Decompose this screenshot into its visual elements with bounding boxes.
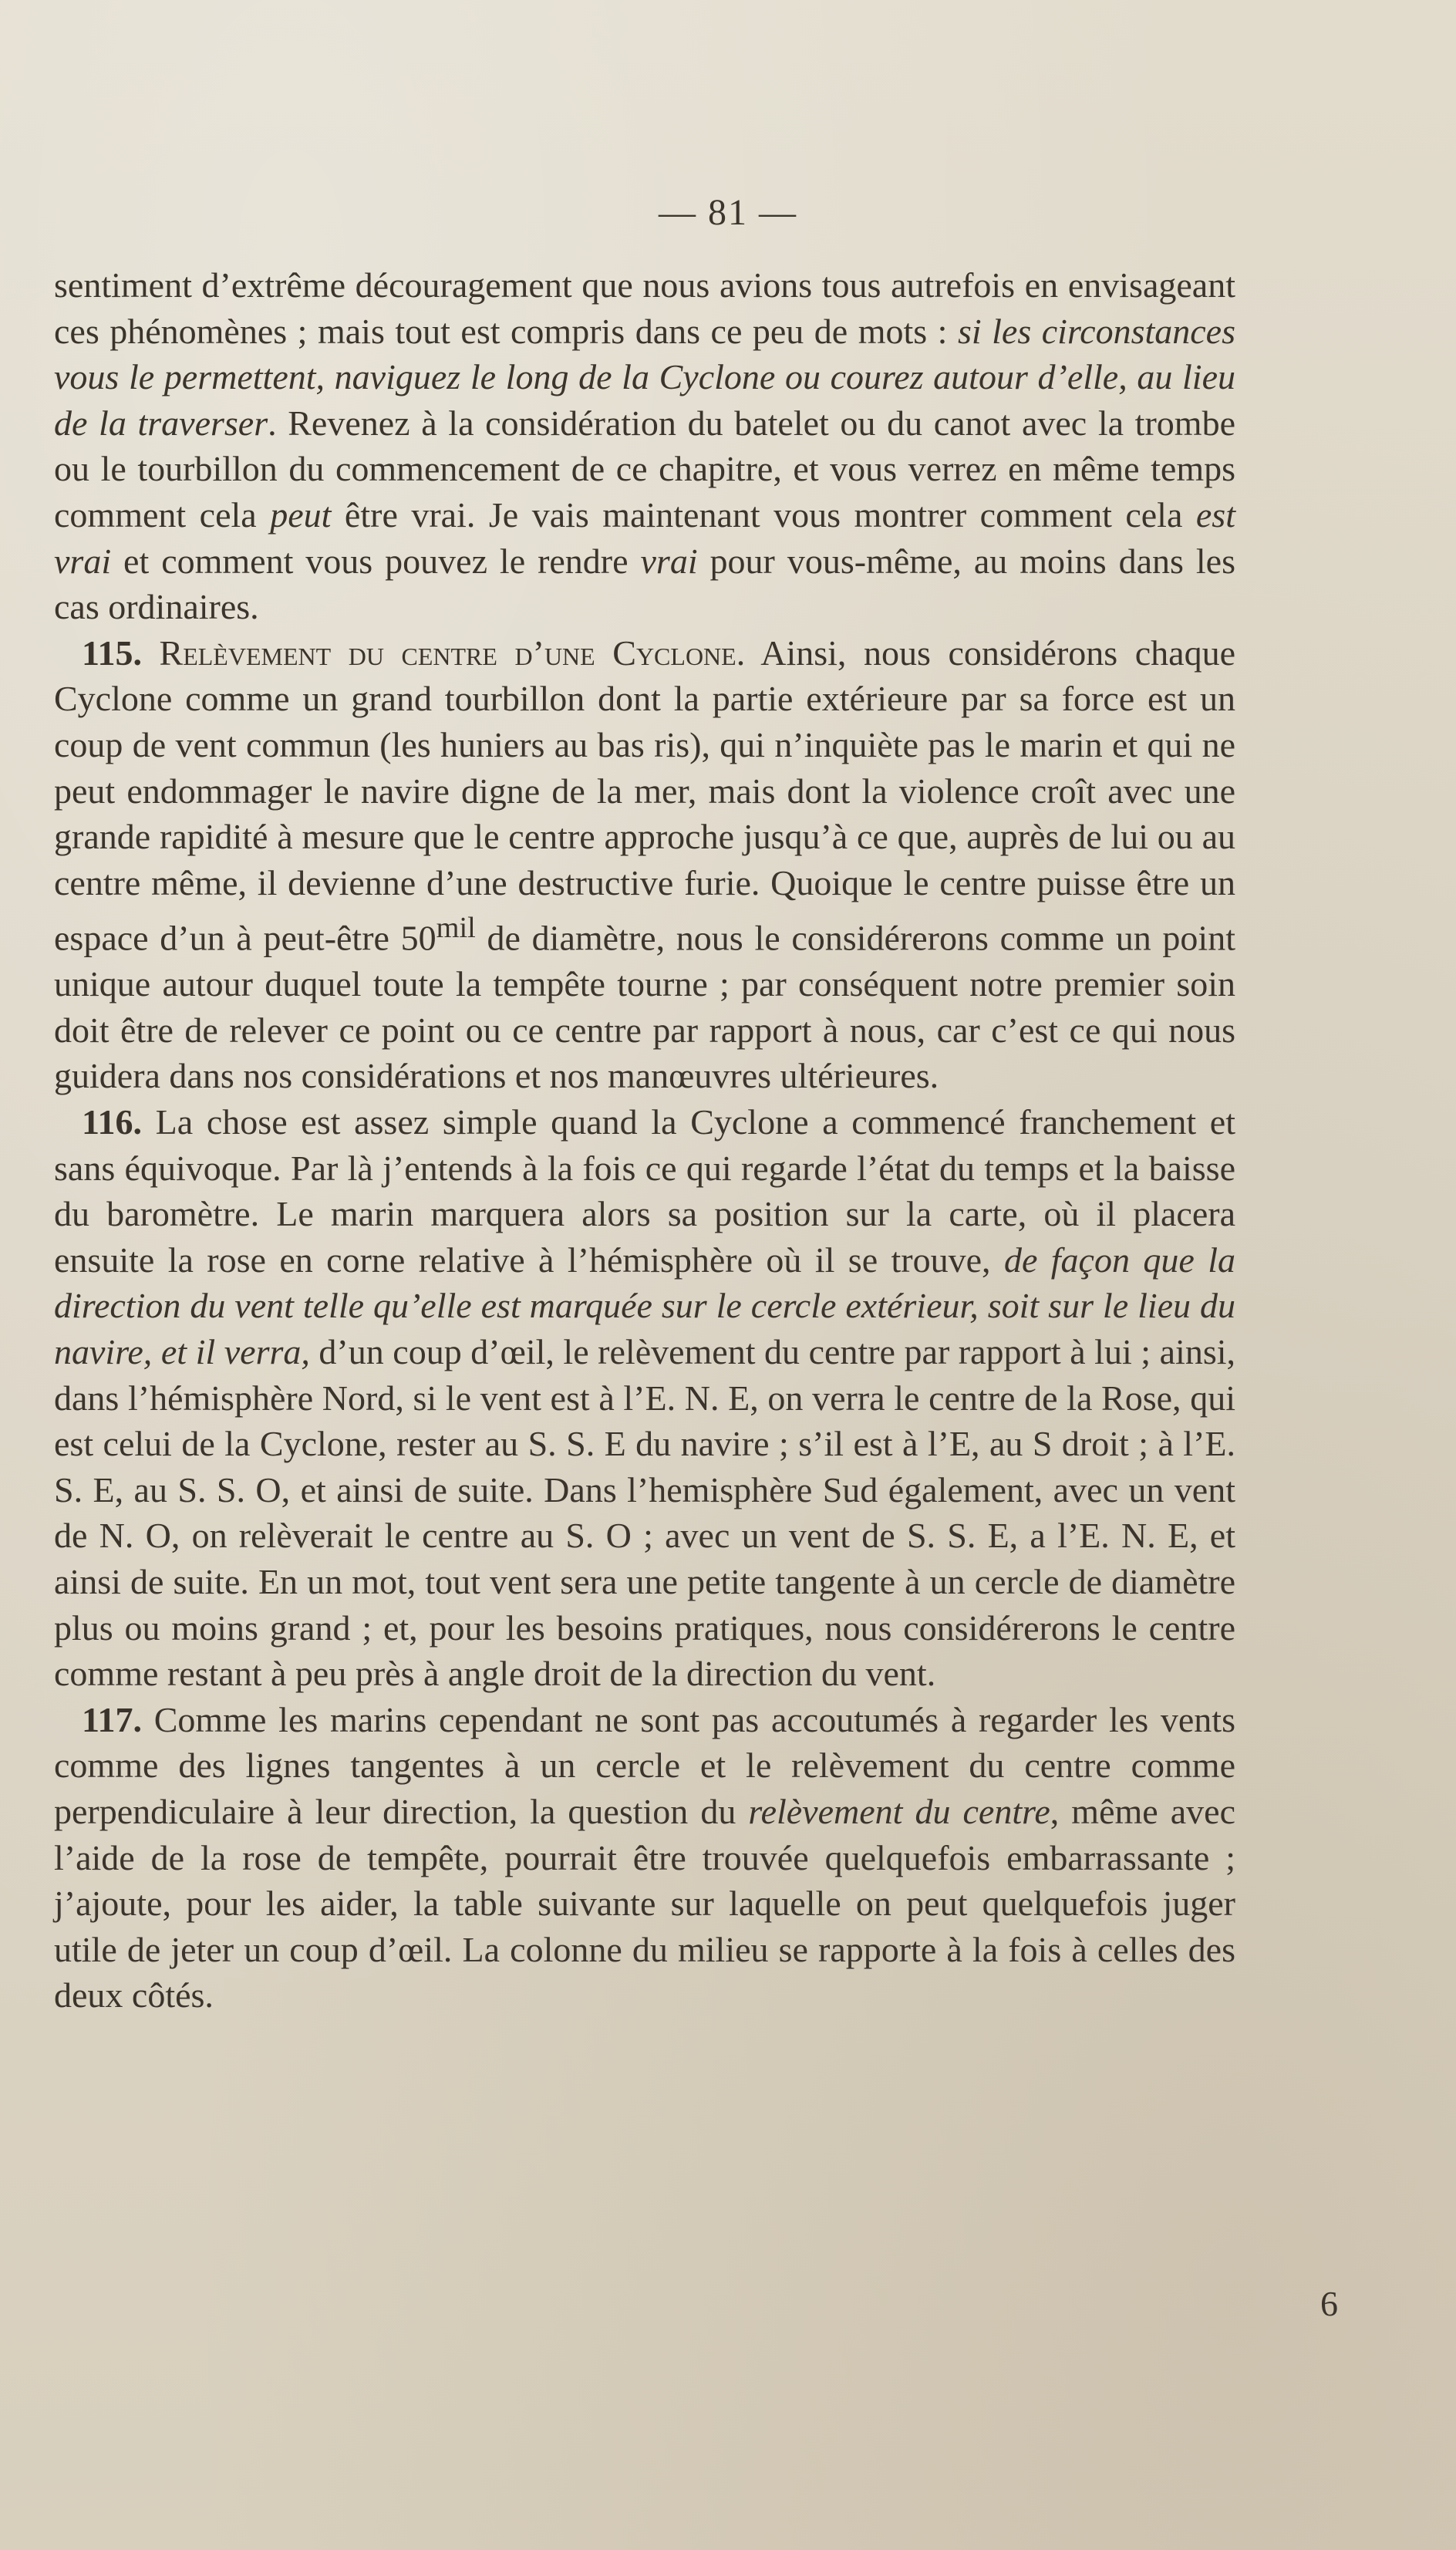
text-segment: La chose est assez simple quand la Cyclone a commencé franchement et sans équivoque. Par là j’entends à la fois ce qui regarde l’état du temps et la baisse du baromètre. Le marin marquera alors sa position sur la carte, où il placera ensuite la rose en corne relative à l’hémisphère où il se trouve, — [54, 1102, 1235, 1280]
italic-segment: si les circonstances vous le permettent, naviguez le long de la Cyclone ou courez autour d’elle, au lieu de la traverser — [54, 311, 1235, 443]
text-segment: de diamètre, nous le considérerons comme un point unique autour duquel toute la tempête tourne ; par conséquent notre premier soin doit être de relever ce point ou ce centre par rapport à nous, car c’est ce qui nous guidera dans nos considérations et nos manœuvres ultérieures. — [54, 918, 1235, 1096]
page-number: — 81 — — [659, 192, 797, 233]
text-segment: Comme les marins cependant ne sont pas accoutumés à regarder les vents comme des lignes tangentes à un cercle et le relèvement du centre comme perpendiculaire à leur direction, la question du — [54, 1699, 1235, 1831]
paragraph-continuation — [54, 262, 1235, 630]
section-number: 115. — [82, 632, 142, 673]
italic-segment: relèvement du centre — [748, 1791, 1050, 1831]
text-segment: sentiment d’extrême découragement que nous avions tous autrefois en envisageant ces phénomènes ; mais tout est compris dans ce peu de mots : — [54, 265, 1235, 351]
text-segment: et comment vous pouvez le rendre — [111, 541, 641, 581]
signature-mark: 6 — [1320, 2284, 1338, 2323]
paragraph-117 — [54, 1697, 1235, 2019]
section-title: Relèvement du centre d’une Cyclone. — [159, 632, 746, 673]
text-segment: être vrai. Je vais maintenant vous montrer comment cela — [331, 494, 1196, 535]
italic-segment: peut — [270, 494, 332, 535]
section-number: 116. — [82, 1102, 142, 1142]
paragraph-115 — [54, 630, 1235, 1099]
text-segment: , même avec l’aide de la rose de tempête, pourrait être trouvée quelquefois embarrassante ; j’ajoute, pour les aider, la table suivante sur laquelle on peut quelquefois juger utile de jeter un coup d’œil. La colonne du milieu se rapporte à la fois à celles des deux côtés. — [54, 1791, 1235, 2015]
paragraph-116 — [54, 1099, 1235, 1697]
text-segment: pour vous-même, au moins dans les cas ordinaires. — [54, 541, 1235, 627]
text-segment: d’un coup d’œil, le relèvement du centre par rapport à lui ; ainsi, dans l’hémisphère Nord, si le vent est à l’E. N. E, on verra le centre de la Rose, qui est celui de la Cyclone, rester au S. S. E du navire ; s’il est à l’E, au S droit ; à l’E. S. E, au S. S. O, et ainsi de suite. Dans l’hemisphère Sud également, avec un vent de N. O, on relèverait le centre au S. O ; avec un vent de S. S. E, a l’E. N. E, et ainsi de suite. En un mot, tout vent sera une petite tangente à un cercle de diamètre plus ou moins grand ; et, pour les besoins pratiques, nous considérerons le centre comme restant à peu près à angle droit de la direction du vent. — [54, 1331, 1235, 1694]
body-text — [54, 262, 1235, 2019]
superscript-unit: mil — [436, 912, 476, 945]
italic-segment: est vrai — [54, 494, 1235, 581]
text-segment: . Revenez à la considération du batelet ou du canot avec la trombe ou le tourbillon du commencement de ce chapitre, et vous verrez en même temps comment cela — [54, 403, 1235, 535]
italic-segment: de façon que la direction du vent telle qu’elle est marquée sur le cercle extérieur, soit sur le lieu du navire, et il verra, — [54, 1240, 1235, 1371]
text-segment: Ainsi, nous considérons chaque Cyclone comme un grand tourbillon dont la partie extérieure par sa force est un coup de vent commun (les huniers au bas ris), qui n’inquiète pas le marin et qui ne peut endommager le navire digne de la mer, mais dont la violence croît avec une grande rapidité à mesure que le centre approche jusqu’à ce que, auprès de lui ou au centre même, il devienne d’une destructive furie. Quoique le centre puisse être un espace d’un à peut-être 50 — [54, 632, 1235, 958]
section-number: 117. — [82, 1699, 142, 1739]
italic-segment: vrai — [640, 541, 698, 581]
